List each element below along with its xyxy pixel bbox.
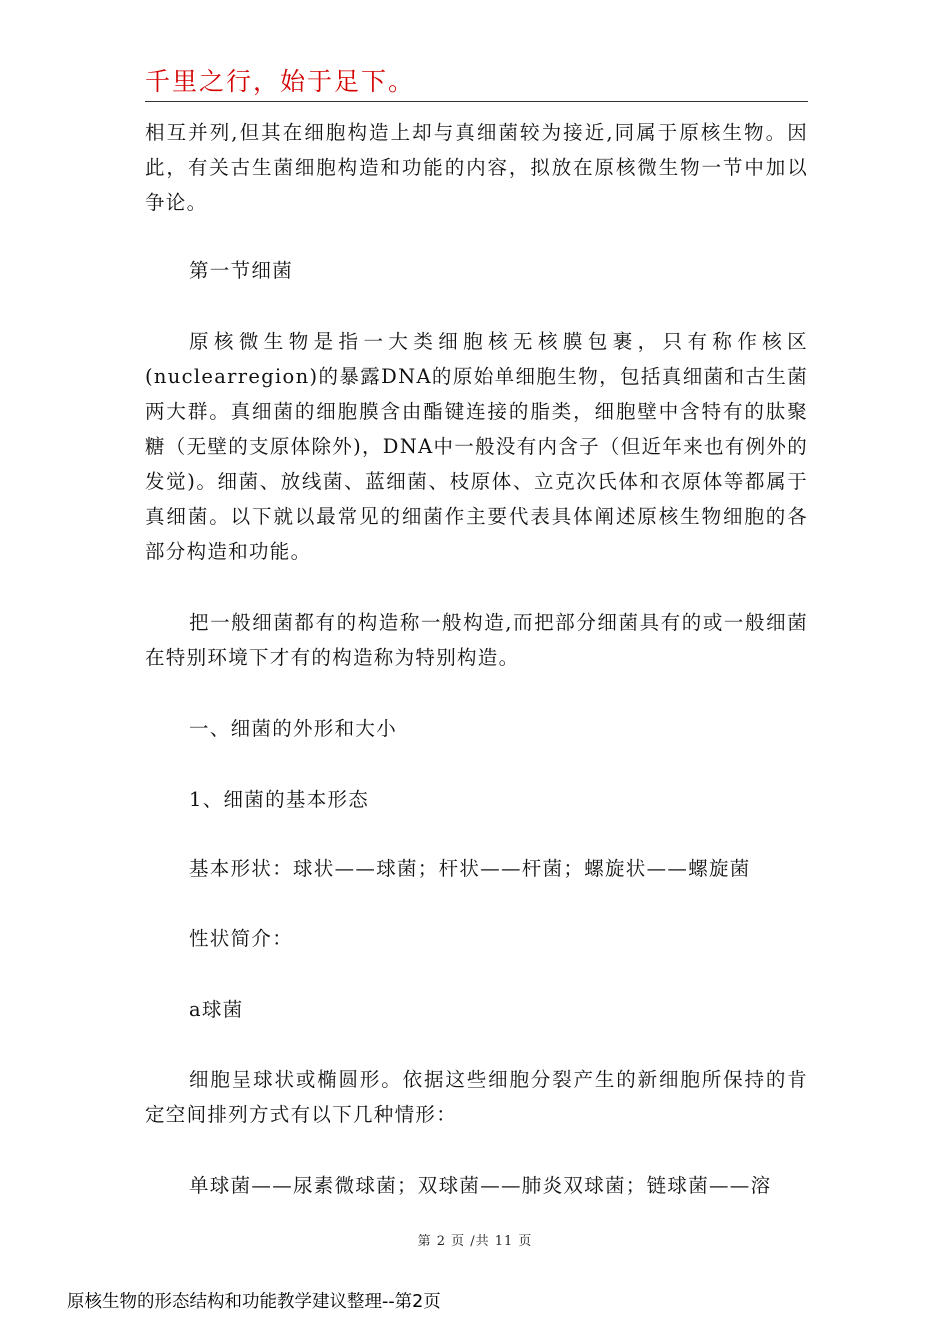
section-heading: 第一节细菌 (189, 259, 294, 282)
paragraph-cocci-description: 细胞呈球状或椭圆形。依据这些细胞分裂产生的新细胞所保持的肯定空间排列方式有以下几种情形： (145, 1068, 808, 1126)
paragraph-basic-shapes: 基本形状：球状——球菌；杆状——杆菌；螺旋状——螺旋菌 (189, 857, 751, 880)
header-motto: 千里之行，始于足下。 (145, 67, 416, 96)
paragraph-cocci-types: 单球菌——尿素微球菌；双球菌——肺炎双球菌；链球菌——溶 (189, 1174, 772, 1197)
paragraph-prokaryote-definition: 原核微生物是指一大类细胞核无核膜包裹，只有称作核区(nuclearregion)的暴露DNA的原始单细胞生物，包括真细菌和古生菌两大群。真细菌的细胞膜含由酯键连接的脂类，细胞壁中含特有的肽聚糖（无壁的支原体除外)，DNA中一般没有内含子（但近年来也有例外的发觉)。细菌、放线菌、蓝细菌、枝原体、立克次氏体和衣原体等都属于真细菌。以下就以最常见的细菌作主要代表具体阐述原核生物细胞的各部分构造和功能。 (145, 330, 808, 563)
paragraph-continuation: 相互并列,但其在细胞构造上却与真细菌较为接近,同属于原核生物。因此，有关古生菌细胞构造和功能的内容，拟放在原核微生物一节中加以争论。 (145, 121, 808, 214)
paragraph-traits-intro: 性状简介： (189, 927, 294, 950)
paragraph-structure-types: 把一般细菌都有的构造称一般构造,而把部分细菌具有的或一般细菌在特别环境下才有的构造称为特别构造。 (145, 611, 808, 669)
header-divider (145, 101, 808, 102)
subheading-basic-shape: 1、细菌的基本形态 (189, 788, 370, 811)
page-indicator: 第 2 页 /共 11 页 (417, 1234, 533, 1249)
subheading-cocci: a球菌 (189, 998, 244, 1021)
document-title: 原核生物的形态结构和功能教学建议整理--第2页 (67, 1292, 441, 1312)
subheading-shape-size: 一、细菌的外形和大小 (189, 717, 398, 740)
